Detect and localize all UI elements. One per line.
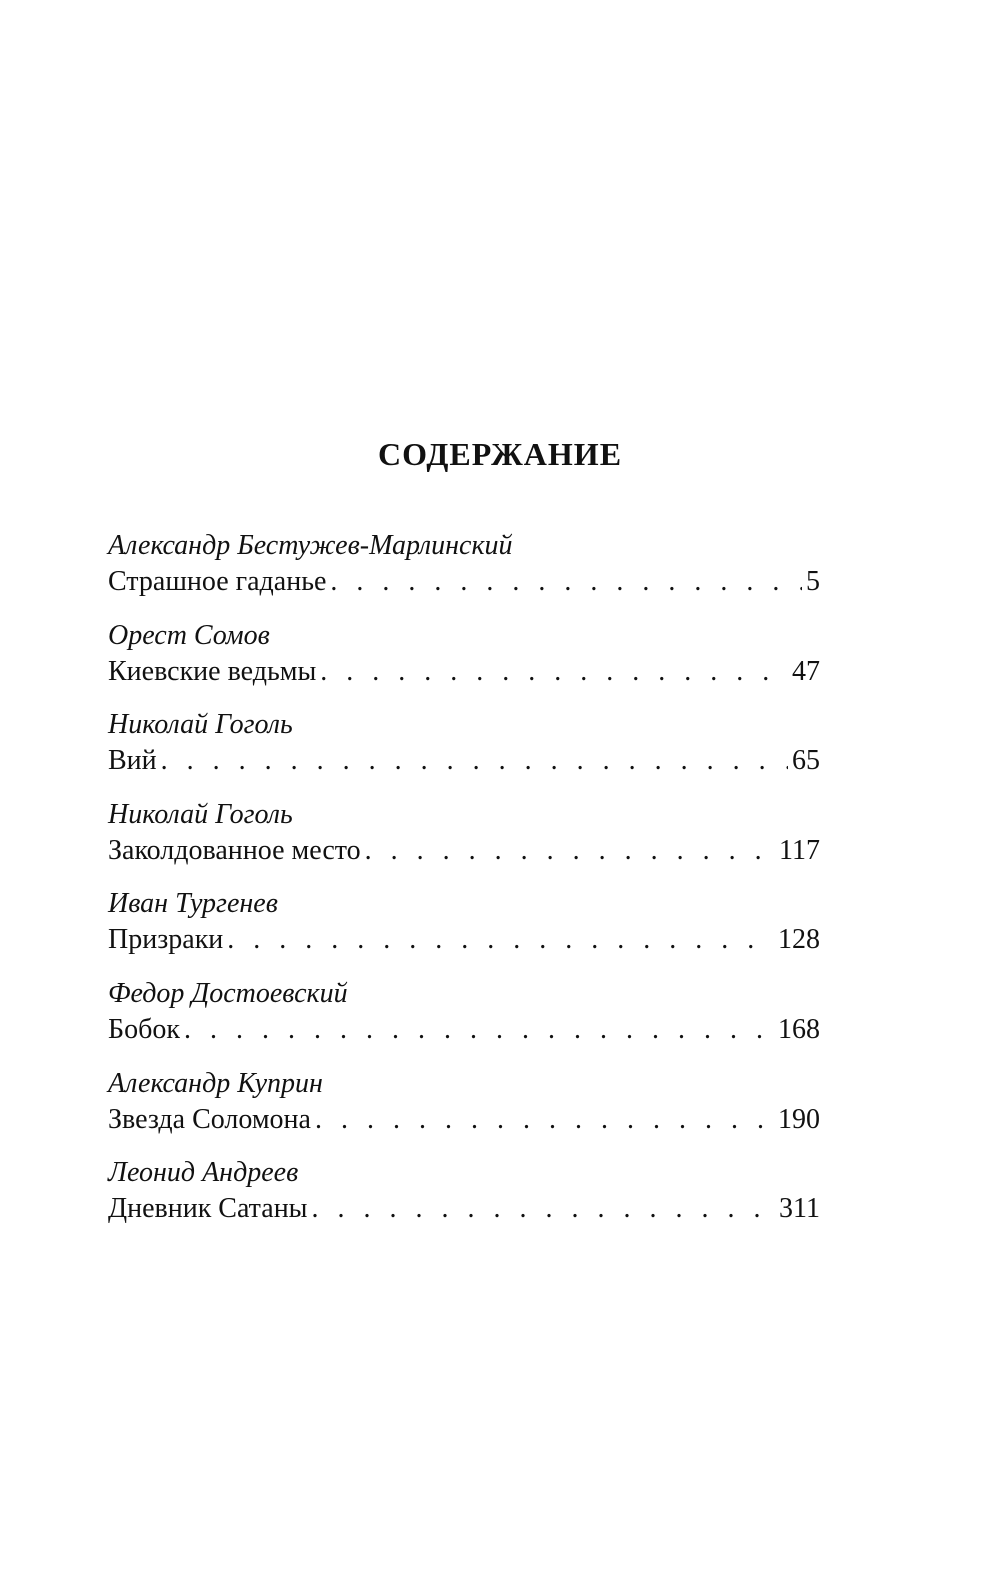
entry-author: Леонид Андреев xyxy=(108,1157,299,1189)
entry-work-title: Дневник Сатаны xyxy=(108,1193,308,1225)
toc-link[interactable] xyxy=(108,564,820,600)
entry-author: Орест Сомов xyxy=(108,619,270,651)
dot-leader xyxy=(227,922,774,958)
entry-page-number: 168 xyxy=(778,1013,820,1045)
entry-author: Иван Тургенев xyxy=(108,888,278,920)
toc-link[interactable] xyxy=(108,922,820,958)
entry-page-number: 5 xyxy=(806,566,820,597)
toc-entry xyxy=(108,1066,820,1156)
dot-leader xyxy=(161,743,788,779)
entry-page-number: 47 xyxy=(792,655,820,687)
entry-author: Николай Гоголь xyxy=(108,709,293,741)
entry-work-title: Страшное гаданье xyxy=(108,566,327,597)
toc-list xyxy=(108,528,820,1245)
toc-entry xyxy=(108,886,820,976)
entry-work-title: Киевские ведьмы xyxy=(108,655,317,687)
toc-link[interactable] xyxy=(108,833,820,869)
toc-link[interactable] xyxy=(108,1012,820,1048)
entry-page-number: 65 xyxy=(792,745,820,777)
dot-leader xyxy=(320,654,788,690)
toc-link[interactable] xyxy=(108,743,820,779)
entry-author: Александр Куприн xyxy=(108,1067,323,1099)
dot-leader xyxy=(315,1102,774,1138)
toc-entry xyxy=(108,797,820,887)
toc-entry xyxy=(108,528,820,618)
toc-link[interactable] xyxy=(108,1191,820,1227)
entry-author: Александр Бестужев-Марлинский xyxy=(108,530,513,561)
dot-leader xyxy=(365,833,775,869)
toc-entry xyxy=(108,618,820,708)
entry-page-number: 311 xyxy=(779,1193,820,1225)
entry-work-title: Бобок xyxy=(108,1013,180,1045)
entry-work-title: Вий xyxy=(108,745,157,777)
entry-author: Николай Гоголь xyxy=(108,798,293,830)
toc-entry xyxy=(108,707,820,797)
dot-leader xyxy=(330,564,802,600)
entry-page-number: 128 xyxy=(778,924,820,956)
entry-work-title: Заколдованное место xyxy=(108,834,361,866)
entry-author: Федор Достоевский xyxy=(108,977,348,1009)
entry-work-title: Звезда Соломона xyxy=(108,1103,311,1135)
toc-title: СОДЕРЖАНИЕ xyxy=(377,436,623,472)
dot-leader xyxy=(312,1191,776,1227)
entry-page-number: 117 xyxy=(779,834,820,866)
toc-link[interactable] xyxy=(108,654,820,690)
toc-entry xyxy=(108,976,820,1066)
toc-entry xyxy=(108,1155,820,1245)
toc-link[interactable] xyxy=(108,1102,820,1138)
dot-leader xyxy=(184,1012,774,1048)
entry-work-title: Призраки xyxy=(108,924,224,956)
entry-page-number: 190 xyxy=(778,1103,820,1135)
